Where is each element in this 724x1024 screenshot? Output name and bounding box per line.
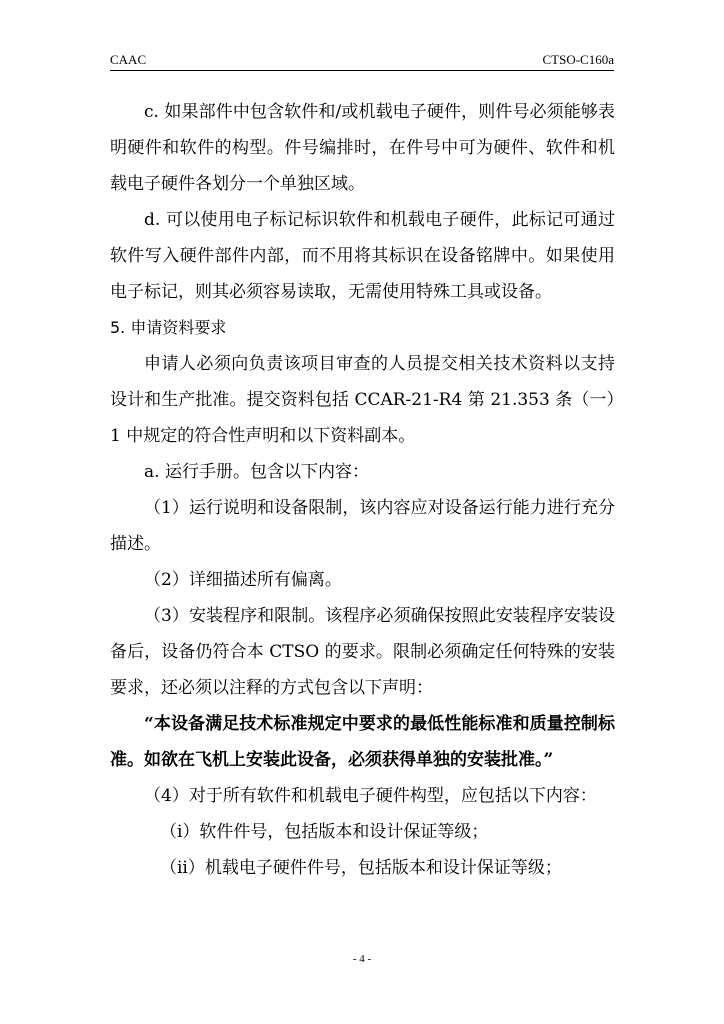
item-i: （i）软件件号，包括版本和设计保证等级； (160, 822, 489, 842)
item-4: （4）对于所有软件和机载电子硬件构型，应包括以下内容： (144, 786, 597, 806)
item-a: a. 运行手册。包含以下内容： (144, 462, 369, 482)
header-rule (110, 70, 614, 71)
required-statement: “本设备满足技术标准规定中要求的最低性能标准和质量控制标准。如欲在飞机上安装此设备，必须获得单独的安装批准。” (110, 714, 615, 770)
page-body (110, 94, 615, 886)
header-right: CTSO-C160a (542, 52, 614, 67)
item-1: （1）运行说明和设备限制，该内容应对设备运行能力进行充分描述。 (110, 498, 615, 554)
header-left: CAAC (110, 52, 147, 67)
paragraph-application: 申请人必须向负责该项目审查的人员提交相关技术资料以支持设计和生产批准。提交资料包括 CCAR-21-R4 第 21.353 条（一）1 中规定的符合性声明和以下资料副本。 (110, 354, 615, 446)
page-number: - 4 - (352, 953, 372, 965)
paragraph-d: d. 可以使用电子标记标识软件和机载电子硬件，此标记可通过软件写入硬件部件内部，而不用将其标识在设备铭牌中。如果使用电子标记，则其必须容易读取，无需使用特殊工具或设备。 (110, 210, 615, 302)
item-ii: （ii）机载电子硬件件号，包括版本和设计保证等级； (160, 858, 562, 878)
paragraph-c: c. 如果部件中包含软件和/或机载电子硬件，则件号必须能够表明硬件和软件的构型。件号编排时，在件号中可为硬件、软件和机载电子硬件各划分一个单独区域。 (110, 102, 615, 194)
section-heading: 5. 申请资料要求 (110, 318, 227, 337)
item-3: （3）安装程序和限制。该程序必须确保按照此安装程序安装设备后，设备仍符合本 CTSO 的要求。限制必须确定任何特殊的安装要求，还必须以注释的方式包含以下声明： (110, 606, 615, 698)
item-2: （2）详细描述所有偏离。 (144, 570, 342, 590)
